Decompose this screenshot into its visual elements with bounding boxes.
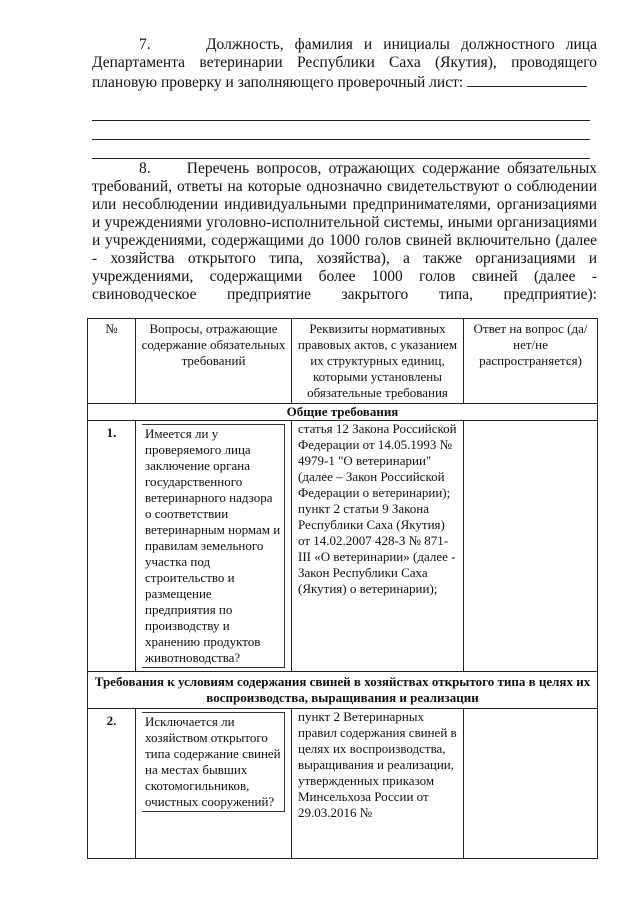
row-2-requisite: пункт 2 Ветеринарных правил содержания свиней в целях их воспроизводства, выращивания и реализации, утвержденных приказом Минсельхоза России от 29.03.2016 № — [292, 709, 464, 859]
table-row — [88, 709, 598, 859]
header-answer: Ответ на вопрос (да/нет/не распространяется) — [464, 319, 598, 404]
blank-line-3[interactable] — [92, 158, 590, 159]
section-open-type-title: Требования к условиям содержания свиней в хозяйствах открытого типа в целях их воспроизводства, выращивания и реализации — [88, 672, 598, 709]
table-row — [88, 421, 598, 672]
header-questions: Вопросы, отражающие содержание обязательных требований — [136, 319, 292, 404]
header-requisites: Реквизиты нормативных правовых актов, с указанием их структурных единиц, которыми установлены обязательные требования — [292, 319, 464, 404]
official-name-blank[interactable] — [467, 72, 587, 87]
row-2-answer-cell[interactable] — [464, 709, 598, 859]
row-2-question-cell — [136, 709, 292, 859]
section-row-open-type — [88, 672, 598, 709]
item-8-text: 8. Перечень вопросов, отражающих содержание обязательных требований, ответы на которые однозначно свидетельствуют о соблюдении или несоблюдении индивидуальными предпринимателями, организациями и учреждениями уголовно-исполнительной системы, иными организациями и учреждениями, содержащими до 1000 голов свиней включительно (далее - хозяйства открытого типа, хозяйства), а также организациями и учреждениями, содержащими более 1000 голов свиней (далее - свиноводческое предприятие закрытого типа, предприятие): — [92, 160, 597, 303]
header-num: № — [88, 319, 136, 404]
row-2-num: 2. — [88, 709, 136, 859]
item-8-paragraph — [92, 160, 597, 304]
row-1-num: 1. — [88, 421, 136, 672]
row-1-answer-cell[interactable] — [464, 421, 598, 672]
section-row-general — [88, 404, 598, 421]
section-general-title: Общие требования — [88, 404, 598, 421]
row-1-requisite: статья 12 Закона Российской Федерации от 14.05.1993 № 4979-1 "О ветеринарии" (далее – Закон Российской Федерации о ветеринарии); пункт 2 статьи 9 Закона Республики Саха (Якутия) от 14.02.2007 428-З № 871-III «О ветеринарии» (далее - Закон Республики Саха (Якутия) о ветеринарии); — [292, 421, 464, 672]
blank-line-1[interactable] — [92, 120, 590, 121]
row-1-question: Имеется ли у проверяемого лица заключение органа государственного ветеринарного надзора о соответствии ветеринарным нормам и правилам земельного участка под строительство и размещение предприятия по производству и хранению продуктов животноводства? — [142, 424, 285, 668]
blank-line-2[interactable] — [92, 139, 590, 140]
table-header-row — [88, 319, 598, 404]
item-7-paragraph — [92, 36, 597, 92]
item-7-text: 7. Должность, фамилия и инициалы должностного лица Департамента ветеринарии Республики Саха (Якутия), проводящего плановую проверку и заполняющего проверочный лист: — [92, 36, 597, 91]
row-1-question-cell — [136, 421, 292, 672]
row-2-question: Исключается ли хозяйством открытого типа содержание свиней на местах бывших скотомогильников, очистных сооружений? — [142, 712, 285, 812]
requirements-table — [87, 318, 598, 859]
